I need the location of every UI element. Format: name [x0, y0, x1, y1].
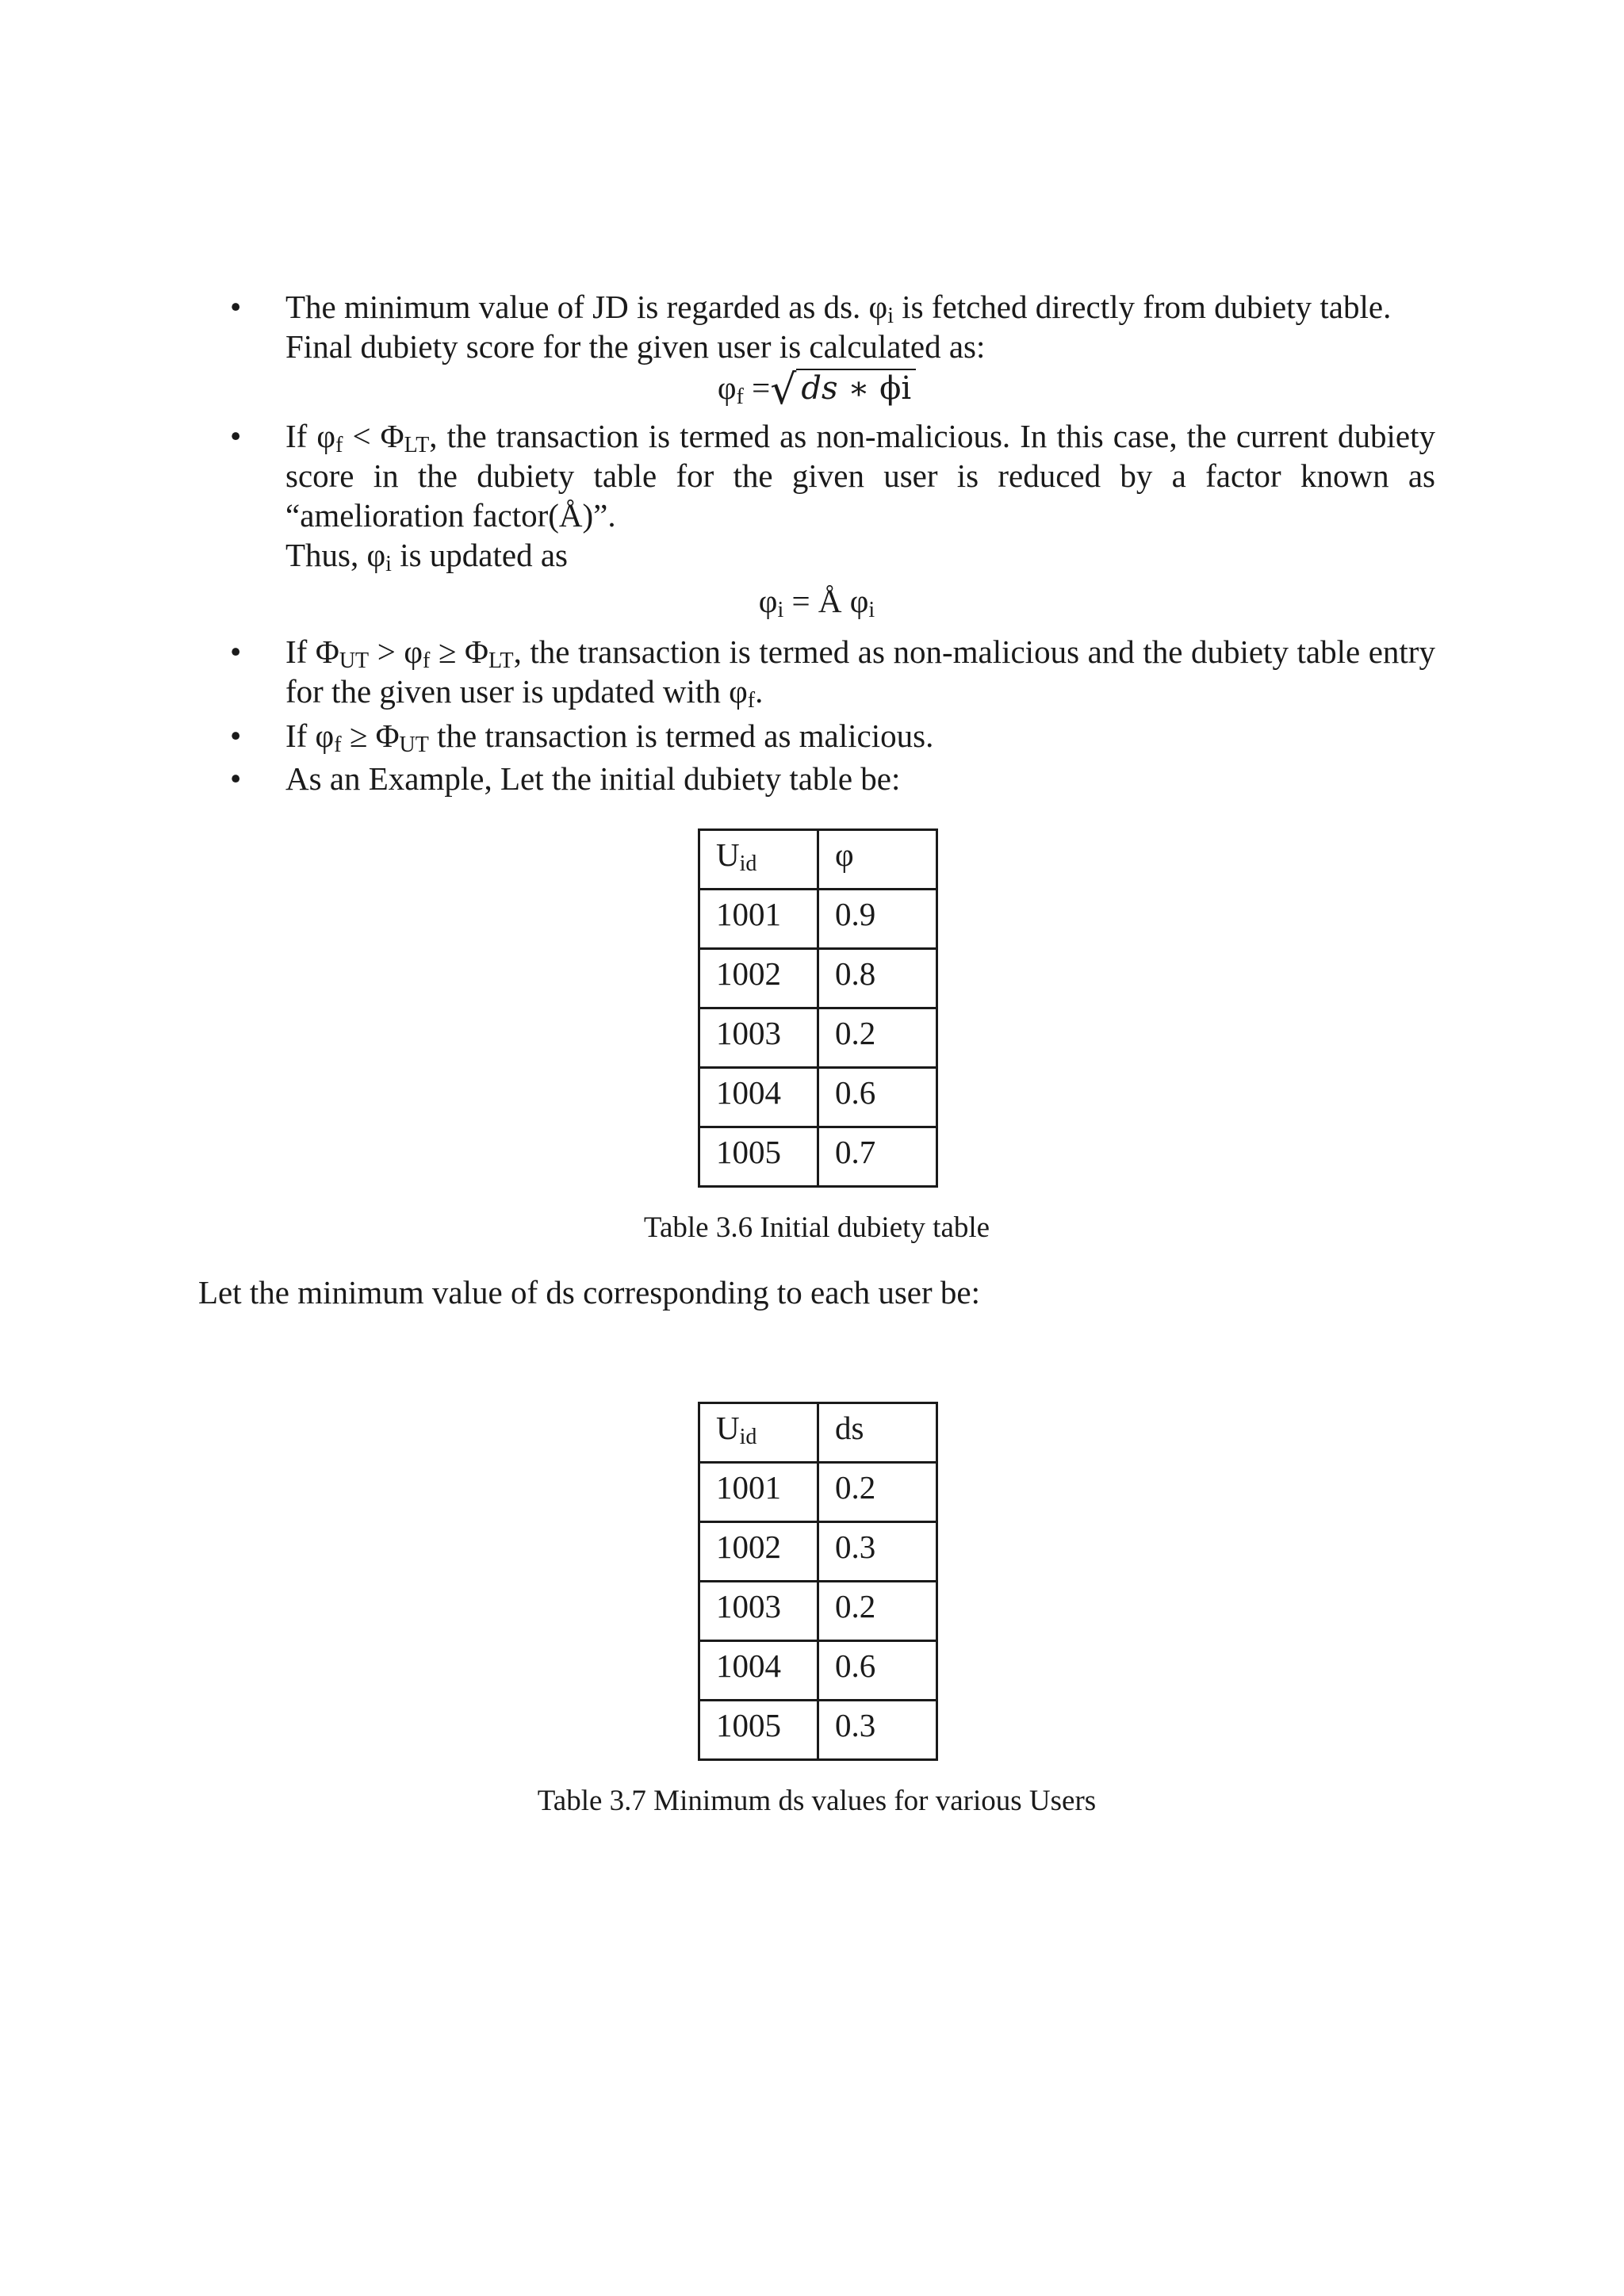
table-row: 1001 0.9 — [699, 890, 937, 949]
sqrt-expression: √ ds ∗ ϕi — [770, 368, 916, 410]
header-ds: ds — [818, 1403, 937, 1463]
bullet-text: • If $\Phi_{UT} > \varphi_f \ge \Phi_{LT}$, the transaction is termed as non-malicious and the dubiety table entry for the given user is updated with $\varphi_f$. — [285, 633, 1435, 713]
table-header-row — [699, 1403, 937, 1463]
min-ds-table — [698, 1402, 938, 1761]
table-row: 1002 0.3 — [699, 1522, 937, 1582]
formula-phi-i-update: $\varphi_i$ = Å $\varphi_i$ — [758, 583, 875, 622]
table-row: 1002 0.8 — [699, 949, 937, 1008]
formula-phi-f: $\varphi_f$ =√ ds ∗ ϕi — [198, 368, 1435, 410]
table-row: 1004 0.6 — [699, 1068, 937, 1127]
paragraph-min-ds: Let the minimum value of ds corresponding to each user be: — [198, 1274, 981, 1311]
table-header-row — [699, 830, 937, 890]
bullet-item-malicious — [198, 716, 1435, 756]
header-uid: $U_{id}$ — [699, 1403, 818, 1463]
bullet-text-line2: Final dubiety score for the given user is calculated as: — [285, 328, 986, 365]
bullet-text: • If $\varphi_f < \Phi_{LT}$, the transaction is termed as non-malicious. In this case, the current dubiety score in the dubiety table for the given user is reduced by a factor known as “amelioration factor(Å)”. — [285, 418, 1436, 534]
bullet-text: • As an Example, Let the initial dubiety table be: — [285, 760, 901, 797]
bullet-item-phi-f-lt — [198, 416, 1435, 621]
sqrt-sign: √ — [770, 366, 797, 414]
bullet-text: • If $\varphi_f \ge \Phi_{UT}$ the transaction is termed as malicious. — [285, 718, 934, 757]
bullet-text-thus: Thus, $\varphi_i$ is updated as — [285, 537, 568, 576]
bullet-text: • The minimum value of JD is regarded as ds. $\varphi_i$ is fetched directly from dubiety table. — [285, 289, 1392, 328]
bullet-item-min-jd — [198, 287, 1435, 414]
table-row: 1005 0.7 — [699, 1127, 937, 1187]
bullet-item-phi-ut — [198, 632, 1435, 711]
table-row: 1004 0.6 — [699, 1641, 937, 1701]
table-row: 1003 0.2 — [699, 1582, 937, 1641]
header-phi: φ — [818, 830, 937, 890]
table-row: 1005 0.3 — [699, 1701, 937, 1760]
initial-dubiety-table — [698, 828, 938, 1188]
table-caption-3-7: Table 3.7 Minimum ds values for various Users — [537, 1785, 1097, 1817]
table-row: 1003 0.2 — [699, 1008, 937, 1068]
table-caption-3-6: Table 3.6 Initial dubiety table — [643, 1211, 990, 1244]
header-uid: $U_{id}$ — [699, 830, 818, 890]
table-row: 1001 0.2 — [699, 1463, 937, 1522]
bullet-list — [198, 287, 1435, 798]
bullet-item-example — [198, 759, 1435, 798]
